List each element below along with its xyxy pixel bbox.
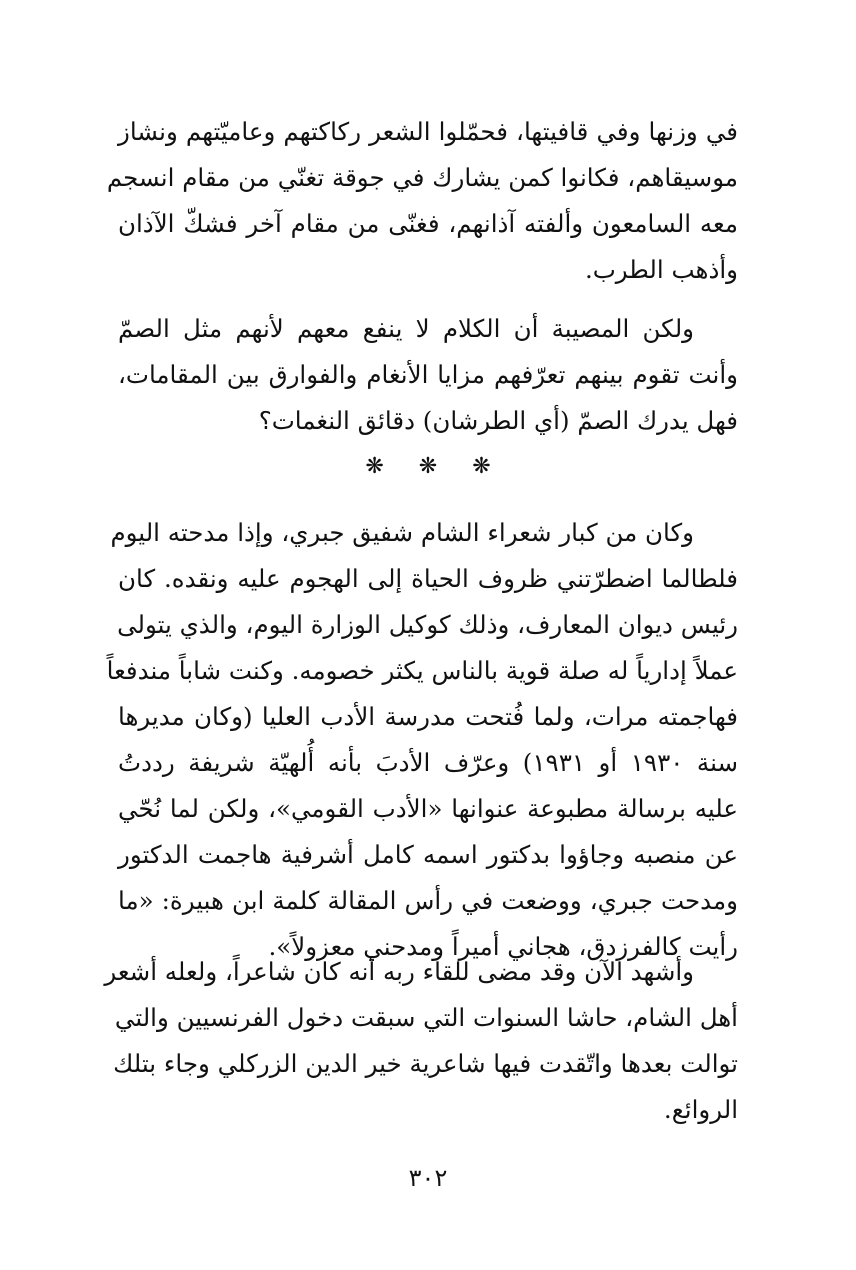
text-line: ومدحت جبري، ووضعت في رأس المقالة كلمة ابن هبيرة: «ما: [118, 886, 738, 915]
section-separator: ❋ ❋ ❋: [365, 454, 505, 479]
text-line: وأذهب الطرب.: [584, 255, 738, 284]
page-number: ٣٠٢: [408, 1164, 448, 1192]
text-line: وأشهد الآن وقد مضى للقاء ربه أنه كان شاعراً، ولعله أشعر: [104, 957, 694, 986]
text-line: موسيقاهم، فكانوا كمن يشارك في جوقة تغنّي من مقام انسجم: [106, 163, 738, 192]
paragraph-2: [118, 306, 738, 444]
text-line: رئيس ديوان المعارف، وذلك كوكيل الوزارة اليوم، والذي يتولى: [117, 610, 738, 639]
text-line: فهاجمته مرات، ولما فُتحت مدرسة الأدب العليا (وكان مديرها: [118, 702, 738, 731]
text-line: فهل يدرك الصمّ (أي الطرشان) دقائق النغمات؟: [258, 406, 738, 435]
text-line: سنة ١٩٣٠ أو ١٩٣١) وعرّف الأدبَ بأنه أُلهيّة شريفة رددتُ: [118, 748, 738, 777]
text-line: عملاً إدارياً له صلة قوية بالناس يكثر خصومه. وكنت شاباً مندفعاً: [106, 656, 738, 685]
paragraph-4: [104, 949, 738, 1133]
text-line: فلطالما اضطرّتني ظروف الحياة إلى الهجوم عليه ونقده. كان: [118, 564, 738, 593]
text-line: أهل الشام، حاشا السنوات التي سبقت دخول الفرنسيين والتي: [114, 1003, 738, 1032]
text-line: في وزنها وفي قافيتها، فحمّلوا الشعر ركاكتهم وعاميّتهم ونشاز: [118, 117, 738, 146]
text-line: وأنت تقوم بينهم تعرّفهم مزايا الأنغام والفوارق بين المقامات،: [118, 360, 738, 389]
text-line: وكان من كبار شعراء الشام شفيق جبري، وإذا مدحته اليوم: [110, 518, 694, 547]
text-line: رأيت كالفرزدق، هجاني أميراً ومدحني معزولاً».: [268, 932, 738, 961]
paragraph-1: [106, 109, 738, 293]
text-line: عن منصبه وجاؤوا بدكتور اسمه كامل أشرفية هاجمت الدكتور: [118, 840, 738, 869]
text-line: عليه برسالة مطبوعة عنوانها «الأدب القومي»، ولكن لما نُحّي: [118, 794, 738, 823]
text-line: ولكن المصيبة أن الكلام لا ينفع معهم لأنهم مثل الصمّ: [118, 314, 694, 343]
text-line: الروائع.: [663, 1095, 738, 1124]
text-line: معه السامعون وألفته آذانهم، فغنّى من مقام آخر فشكّ الآذان: [118, 209, 738, 238]
text-line: توالت بعدها واتّقدت فيها شاعرية خير الدين الزركلي وجاء بتلك: [113, 1049, 738, 1078]
paragraph-3: [106, 510, 738, 970]
